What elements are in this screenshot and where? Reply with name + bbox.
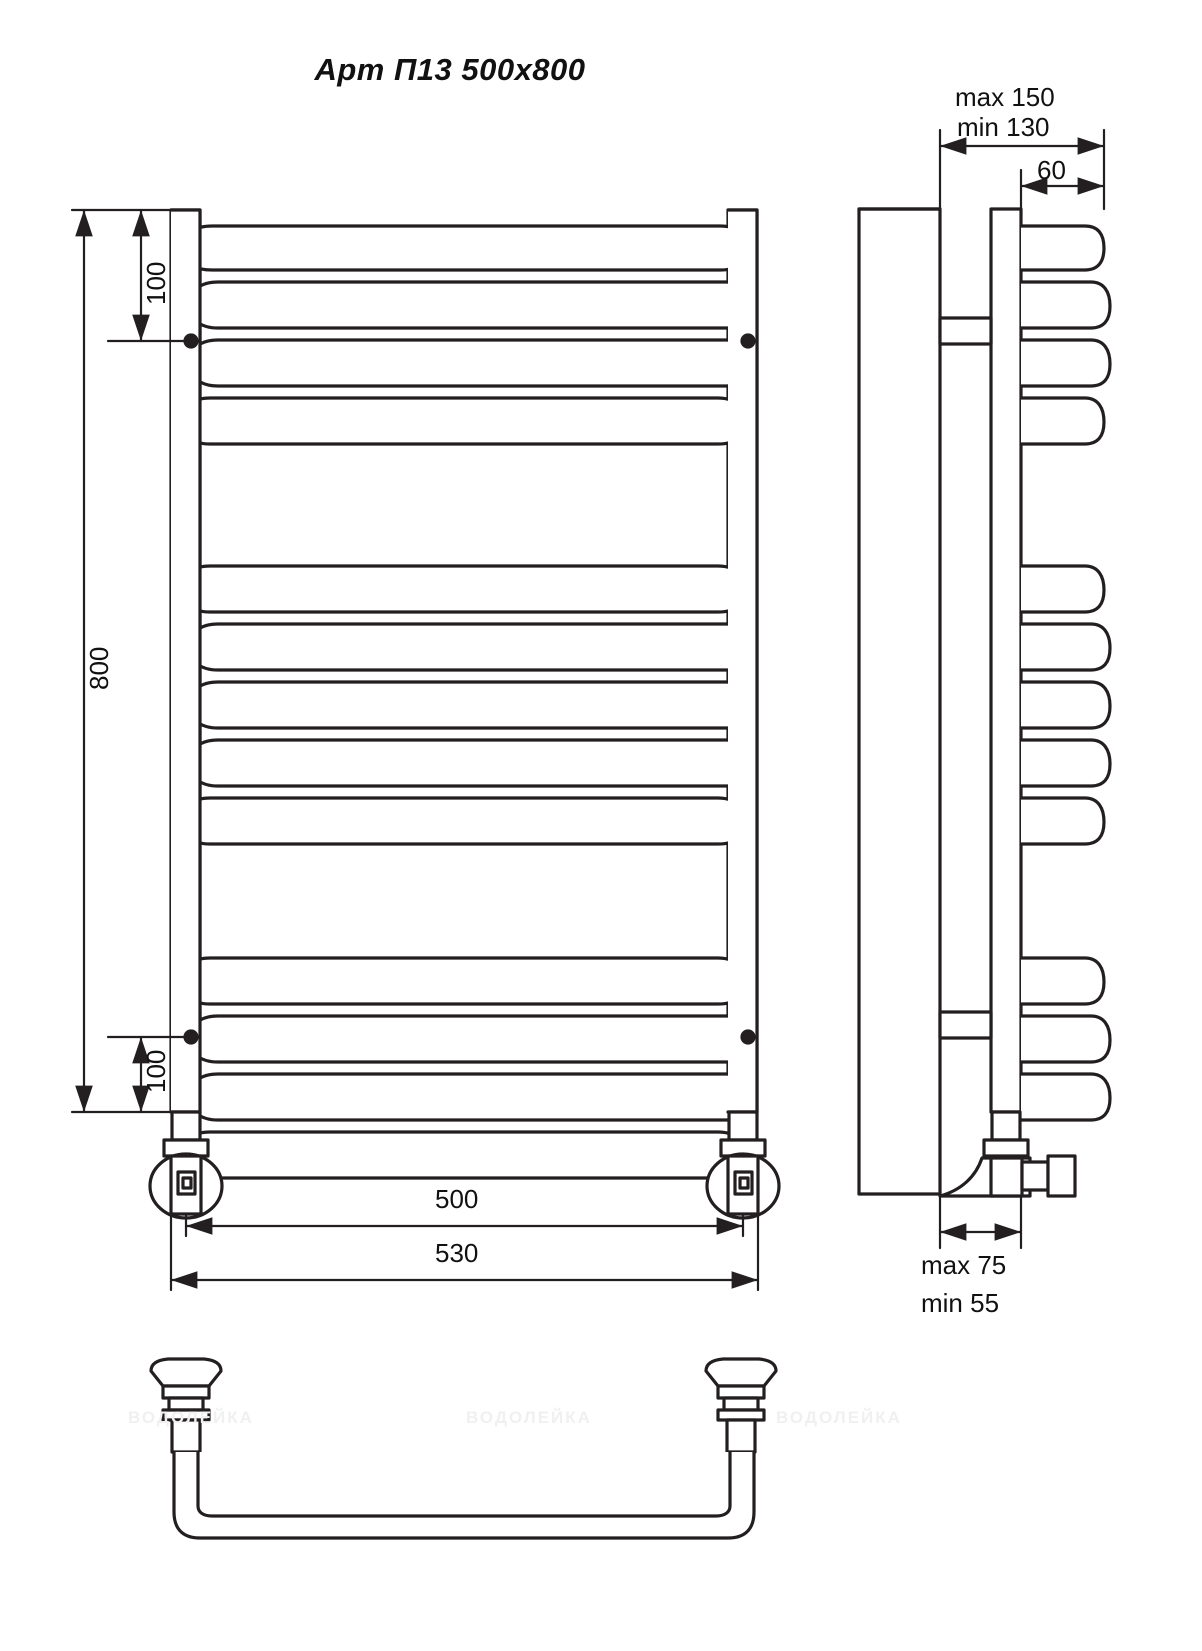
top-plan [151,1359,776,1538]
dim-top-100: 100 [141,261,171,305]
dim-height-800: 800 [84,646,114,690]
watermark-1: ВОДОЛЕЙКА [128,1408,254,1427]
dim-depth-max: max 150 [955,82,1055,112]
dim-width-500: 500 [435,1184,479,1214]
front-elevation [150,210,779,1218]
page-title: Арт П13 500x800 [314,52,586,87]
dim-depth-60: 60 [1037,155,1066,185]
dim-wall-min: min 55 [921,1288,1000,1318]
dim-wall-max: max 75 [921,1250,1007,1280]
watermark-3: ВОДОЛЕЙКА [776,1408,902,1427]
dim-depth-min: min 130 [957,112,1050,142]
side-elevation [859,209,1110,1196]
dim-width-530: 530 [435,1238,479,1268]
watermark-2: ВОДОЛЕЙКА [466,1408,592,1427]
dim-bottom-100: 100 [141,1049,171,1093]
